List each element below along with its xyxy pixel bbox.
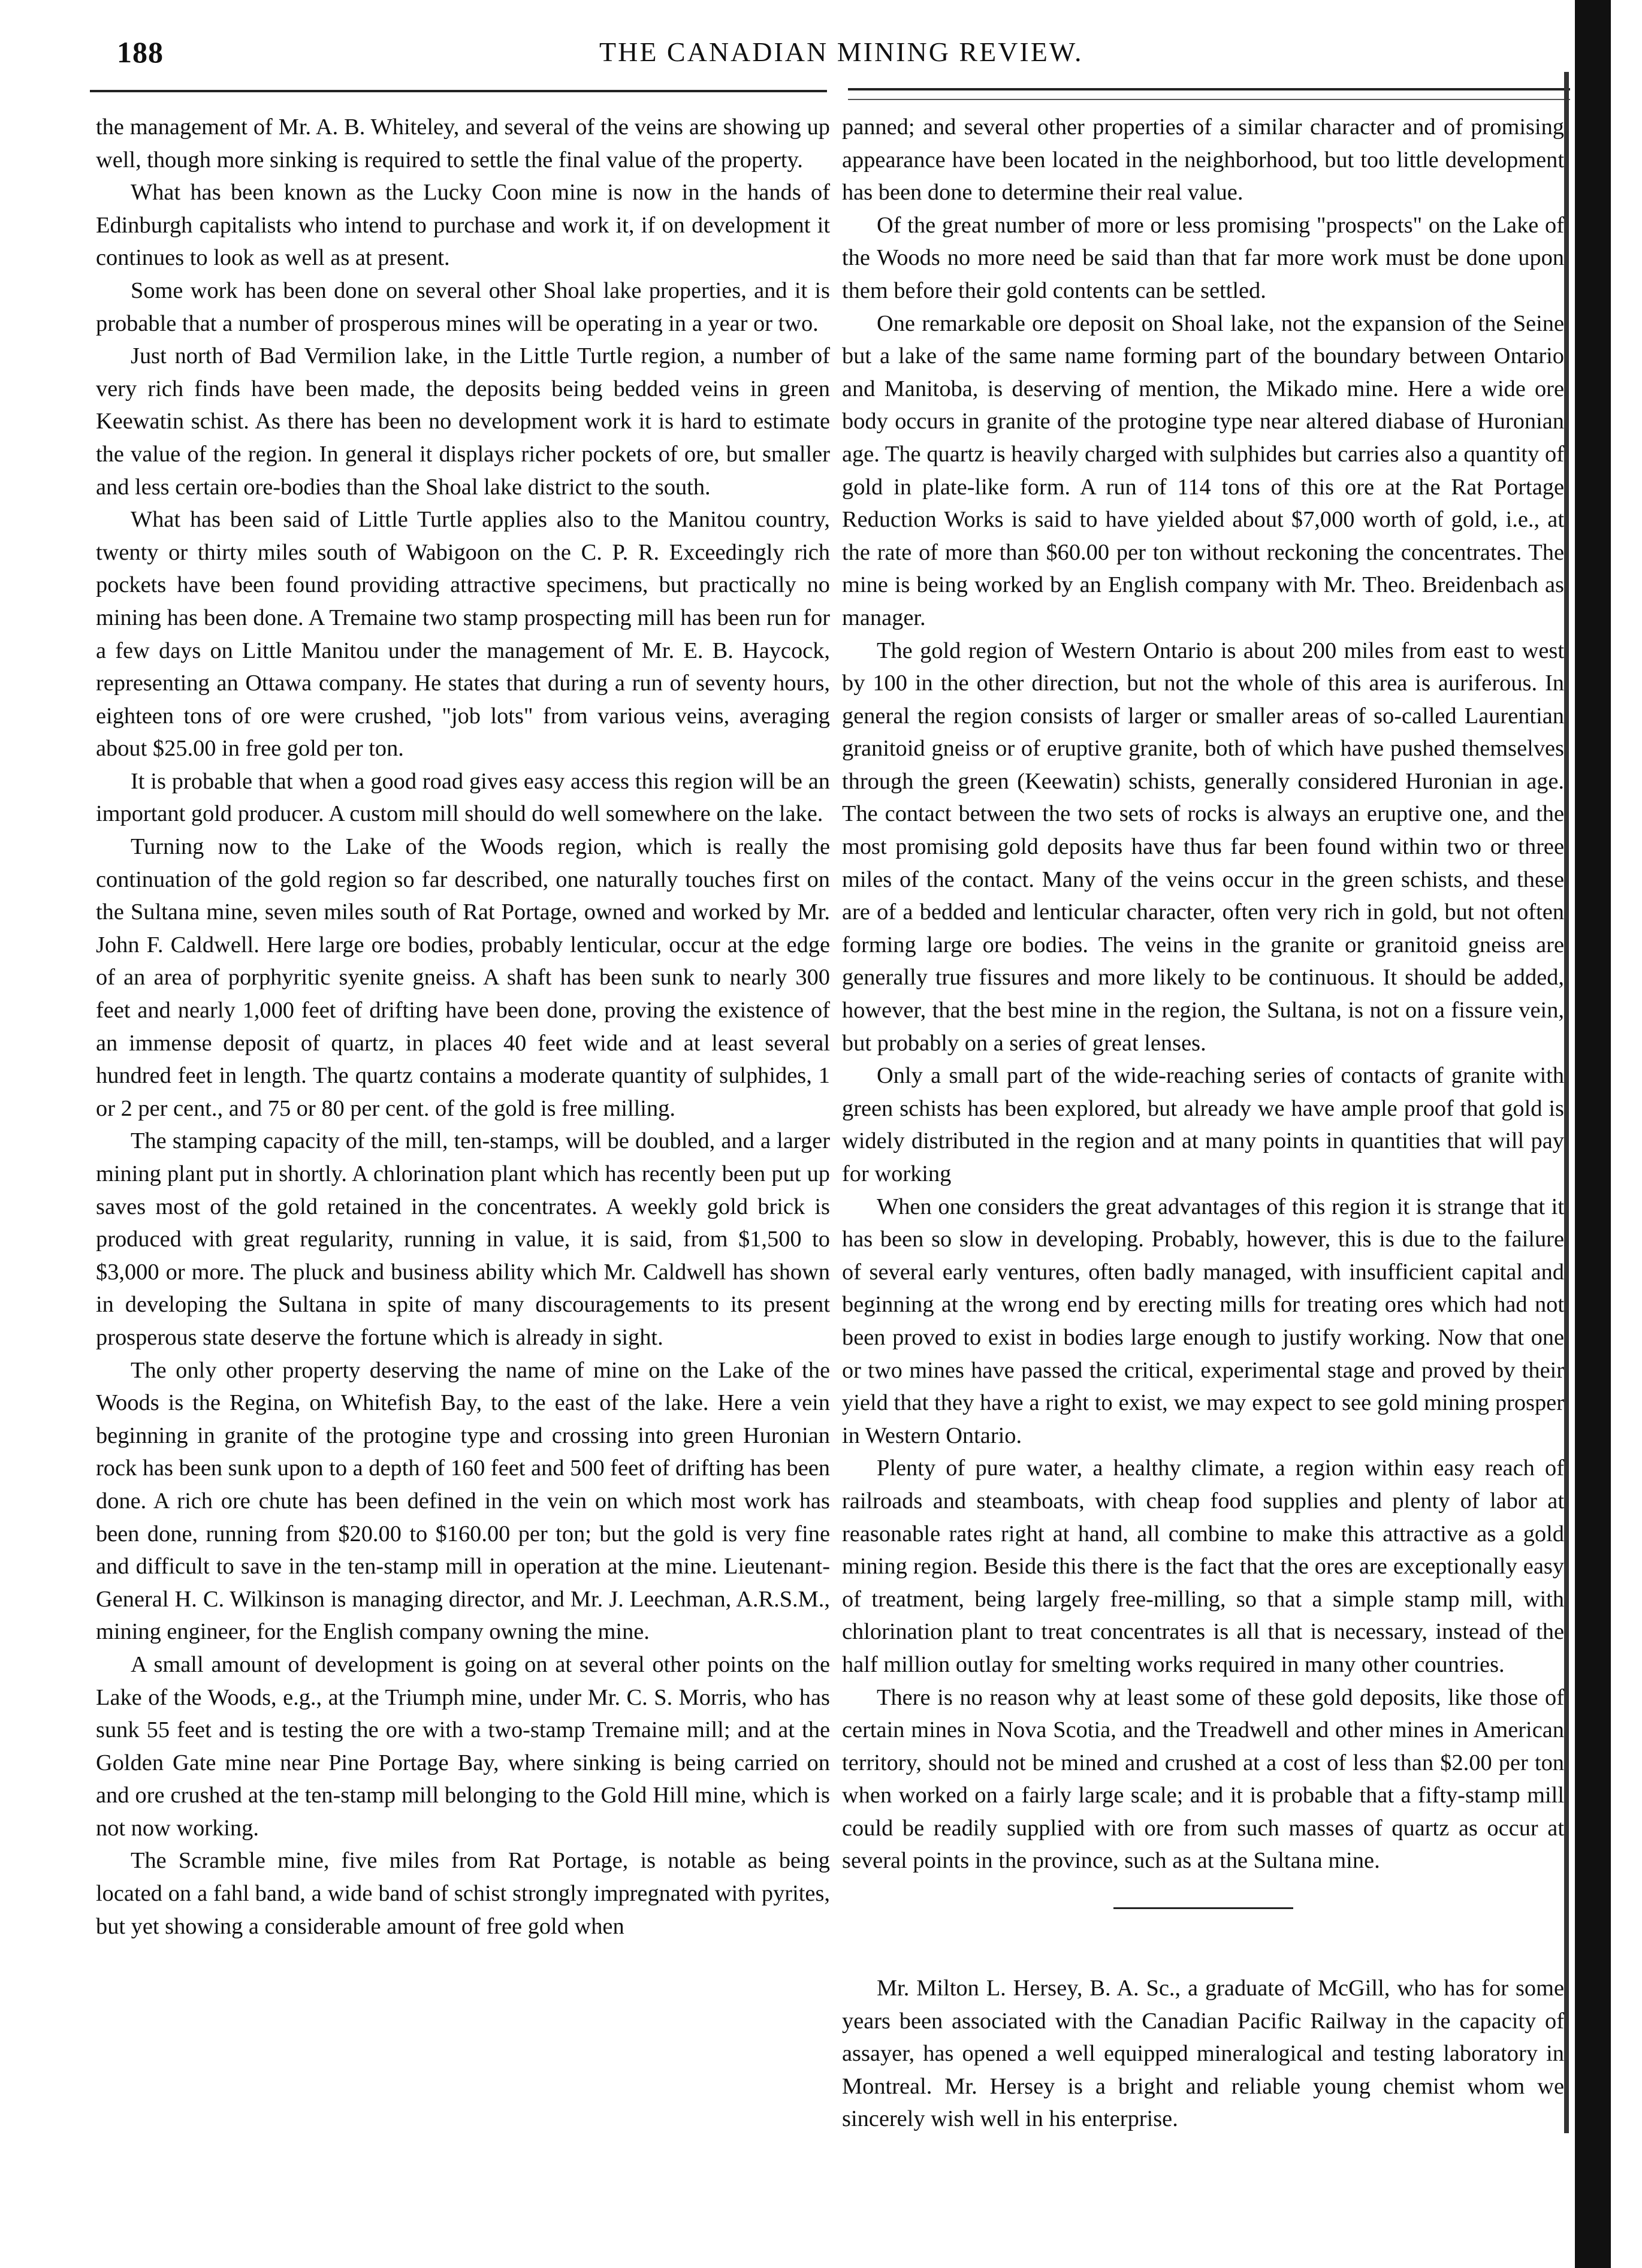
paragraph: The only other property deserving the name of mine on the Lake of the Woods is the Regina, on Whitefish Bay, to the east of the lake. Here a vein beginning in granite of the protogine type and crossing into green Huronian rock has been sunk upon to a depth of 160 feet and 500 feet of drifting has been done. A rich ore chute has been defined in the vein on which most work has been done, running from $20.00 to $160.00 per ton; but the gold is very fine and difficult to save in the ten-stamp mill in operation at the mine. Lieutenant-General H. C. Wilkinson is managing director, and Mr. J. Leechman, A.R.S.M., mining engineer, for the English company owning the mine. bbox=[96, 1357, 830, 1645]
paragraph: One remarkable ore deposit on Shoal lake, not the expansion of the Seine but a lake of the same name forming part of the boundary between Ontario and Manitoba, is deserving of mention, the Mikado mine. Here a wide ore body occurs in granite of the protogine type near altered diabase of Huronian age. The quartz is heavily charged with sulphides but carries also a quantity of gold in plate-like form. A run of 114 tons of this ore at the Rat Portage Reduction Works is said to have yielded about $7,000 worth of gold, i.e., at the rate of more than $60.00 per ton without reckoning the concentrates. The mine is being worked by an English company with Mr. Theo. Breidenbach as manager. bbox=[842, 310, 1564, 630]
paragraph: the management of Mr. A. B. Whiteley, and several of the veins are showing up well, though more sinking is required to settle the final value of the property. bbox=[96, 114, 830, 173]
paragraph: It is probable that when a good road gives easy access this region will be an important gold producer. A custom mill should do well somewhere on the lake. bbox=[96, 768, 830, 827]
paragraph: Turning now to the Lake of the Woods region, which is really the continuation of the gold region so far described, one naturally touches first on the Sultana mine, seven miles south of Rat Portage, owned and worked by Mr. John F. Caldwell. Here large ore bodies, probably lenticular, occur at the edge of an area of porphyritic syenite gneiss. A shaft has been sunk to nearly 300 feet and nearly 1,000 feet of drifting have been done, proving the existence of an immense deposit of quartz, in places 40 feet wide and at least several hundred feet in length. The quartz contains a moderate quantity of sulphides, 1 or 2 per cent., and 75 or 80 per cent. of the gold is free milling. bbox=[96, 834, 830, 1121]
header-rule-right bbox=[848, 88, 1570, 90]
paragraph: When one considers the great advantages of this region it is strange that it has been so slow in developing. Probably, however, this is due to the failure of several early ventures, often badly managed, with insufficient capital and beginning at the wrong end by erecting mills for treating ores which had not been proved to exist in bodies large enough to justify working. Now that one or two mines have passed the critical, experimental stage and proved by their yield that they have a right to exist, we may expect to see gold mining prosper in Western Ontario. bbox=[842, 1194, 1564, 1448]
paragraph: panned; and several other properties of a similar character and of promising appearance have been located in the neighborhood, but too little development has been done to determine their real value. bbox=[842, 114, 1564, 206]
paragraph: The gold region of Western Ontario is about 200 miles from east to west by 100 in the other direction, but not the whole of this area is auriferous. In general the region consists of larger or smaller areas of so-called Laurentian granitoid gneiss or of eruptive granite, both of which have pushed themselves through the green (Keewatin) schists, generally considered Huronian in age. The contact between the two sets of rocks is always an eruptive one, and the most promising gold deposits have thus far been found within two or three miles of the contact. Many of the veins occur in the green schists, and these are of a bedded and lenticular character, often very rich in gold, but not often forming large ore bodies. The veins in the granite or granitoid gneiss are generally true fissures and more likely to be continuous. It should be added, however, that the best mine in the region, the Sultana, is not on a fissure vein, but probably on a series of great lenses. bbox=[842, 638, 1564, 1056]
paragraph: A small amount of development is going on at several other points on the Lake of the Woods, e.g., at the Triumph mine, under Mr. C. S. Morris, who has sunk 55 feet and is testing the ore with a two-stamp Tremaine mill; and at the Golden Gate mine near Pine Portage Bay, where sinking is being carried on and ore crushed at the ten-stamp mill belonging to the Gold Hill mine, which is not now working. bbox=[96, 1651, 830, 1841]
paragraph: Only a small part of the wide-reaching series of contacts of granite with green schists has been explored, but already we have ample proof that gold is widely distributed in the region and at many points in quantities that will pay for working bbox=[842, 1063, 1564, 1186]
paragraph: Just north of Bad Vermilion lake, in the Little Turtle region, a number of very rich finds have been made, the deposits being bedded veins in green Keewatin schist. As there has been no development work it is hard to estimate the value of the region. In general it displays richer pockets of ore, but smaller and less certain ore-bodies than the Shoal lake district to the south. bbox=[96, 343, 830, 500]
page-edge bbox=[1575, 0, 1611, 2268]
paragraph: The stamping capacity of the mill, ten-stamps, will be doubled, and a larger mining plant put in shortly. A chlorination plant which has recently been put up saves most of the gold retained in the concentrates. A weekly gold brick is produced with great regularity, running in value, it is said, from $1,500 to $3,000 or more. The pluck and business ability which Mr. Caldwell has shown in developing the Sultana in spite of many discouragements to its present prosperous state deserve the fortune which is already in sight. bbox=[96, 1128, 830, 1350]
paragraph: Of the great number of more or less promising "prospects" on the Lake of the Woods no more need be said than that far more work must be done upon them before their gold contents can be settled. bbox=[842, 212, 1564, 303]
right-column bbox=[842, 111, 1564, 2136]
page-header bbox=[90, 35, 1570, 83]
running-head: THE CANADIAN MINING REVIEW. bbox=[599, 37, 1083, 67]
paragraph: What has been said of Little Turtle applies also to the Manitou country, twenty or thirty miles south of Wabigoon on the C. P. R. Exceedingly rich pockets have been found providing attractive specimens, but practically no mining has been done. A Tremaine two stamp prospecting mill has been run for a few days on Little Manitou under the management of Mr. E. B. Haycock, representing an Ottawa company. He states that during a run of seventy hours, eighteen tons of ore were crushed, "job lots" from various veins, averaging about $25.00 in free gold per ton. bbox=[96, 507, 830, 762]
paragraph: The Scramble mine, five miles from Rat Portage, is notable as being located on a fahl band, a wide band of schist strongly impregnated with pyrites, but yet showing a considerable amount of free gold when bbox=[96, 1848, 830, 1939]
paragraph: There is no reason why at least some of these gold deposits, like those of certain mines in Nova Scotia, and the Treadwell and other mines in American territory, should not be mined and crushed at a cost of less than $2.00 per ton when worked on a fairly large scale; and it is probable that a fifty-stamp mill could be readily supplied with ore from such masses of quartz as occur at several points in the province, such as at the Sultana mine. bbox=[842, 1684, 1564, 1874]
header-rule-left bbox=[90, 90, 827, 92]
paragraph: What has been known as the Lucky Coon mine is now in the hands of Edinburgh capitalists who intend to purchase and work it, if on development it continues to look as well as at present. bbox=[96, 180, 830, 271]
notice-paragraph: Mr. Milton L. Hersey, B. A. Sc., a graduate of McGill, who has for some years been associated with the Canadian Pacific Railway in the capacity of assayer, has opened a well equipped mineralogical and testing laboratory in Montreal. Mr. Hersey is a bright and reliable young chemist whom we sincerely wish well in his enterprise. bbox=[842, 1976, 1564, 2132]
page-number: 188 bbox=[117, 35, 164, 69]
binding-shadow bbox=[1564, 72, 1569, 2133]
left-column bbox=[96, 111, 830, 1943]
paragraph: Some work has been done on several other Shoal lake properties, and it is probable that a number of prosperous mines will be operating in a year or two. bbox=[96, 277, 830, 336]
section-divider bbox=[1113, 1907, 1293, 1909]
paragraph: Plenty of pure water, a healthy climate, a region within easy reach of railroads and steamboats, with cheap food supplies and plenty of labor at reasonable rates right at hand, all combine to make this attractive as a gold mining region. Beside this there is the fact that the ores are exceptionally easy of treatment, being largely free-milling, so that a simple stamp mill, with chlorination plant to treat concentrates is all that is necessary, instead of the half million outlay for smelting works required in many other countries. bbox=[842, 1455, 1564, 1677]
header-rule-right-thin bbox=[848, 99, 1570, 100]
